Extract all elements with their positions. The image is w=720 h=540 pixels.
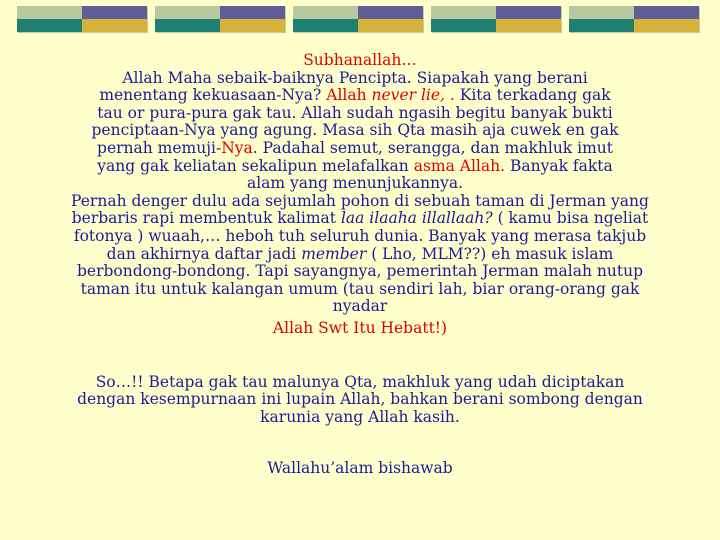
banner-tile [155,6,285,32]
allah-hebat-line: Allah Swt Itu Hebatt!) [272,318,448,337]
slide-title: Subhanallah… [303,51,417,69]
banner-tile [293,6,423,32]
closing-line: Wallahu’alam bishawab [267,459,453,478]
paragraph-creation: Allah Maha sebaik-baiknya Pencipta. Siapakah yang berani menentang kekuasaan-Nya? Allah never lie, . Kita terkadang gak tau or pura-pura gak tau. Allah sudah ngasih begitu banyak bukti penciptaan-Nya yang agung. Masa sih Qta masih aja cuwek en gak pernah memuji-Nya. Padahal semut, serangga, dan makhluk imut yang gak keliatan sekalipun melafalkan asma Allah. Banyak fakta alam yang menunjukannya. [91,68,619,193]
paragraph-reflection: So…!! Betapa gak tau malunya Qta, makhluk yang udah diciptakan dengan kesempurnaan ini lupain Allah, bahkan berani sombong dengan karunia yang Allah kasih. [77,372,643,426]
decorative-banner [0,0,720,40]
banner-tile [569,6,699,32]
banner-tile [431,6,561,32]
banner-tile [17,6,147,32]
slide-content [60,52,660,478]
paragraph-germany-trees: Pernah denger dulu ada sejumlah pohon di sebuah taman di Jerman yang berbaris rapi membentuk kalimat laa ilaaha illallaah? ( kamu bisa ngeliat fotonya ) wuaah,… heboh tuh seluruh dunia. Banyak yang merasa takjub dan akhirnya daftar jadi member ( Lho, MLM??) eh masuk islam berbondong-bondong. Tapi sayangnya, pemerintah Jerman malah nutup taman itu untuk kalangan umum (tau sendiri lah, biar orang-orang gak nyadar [71,191,649,316]
